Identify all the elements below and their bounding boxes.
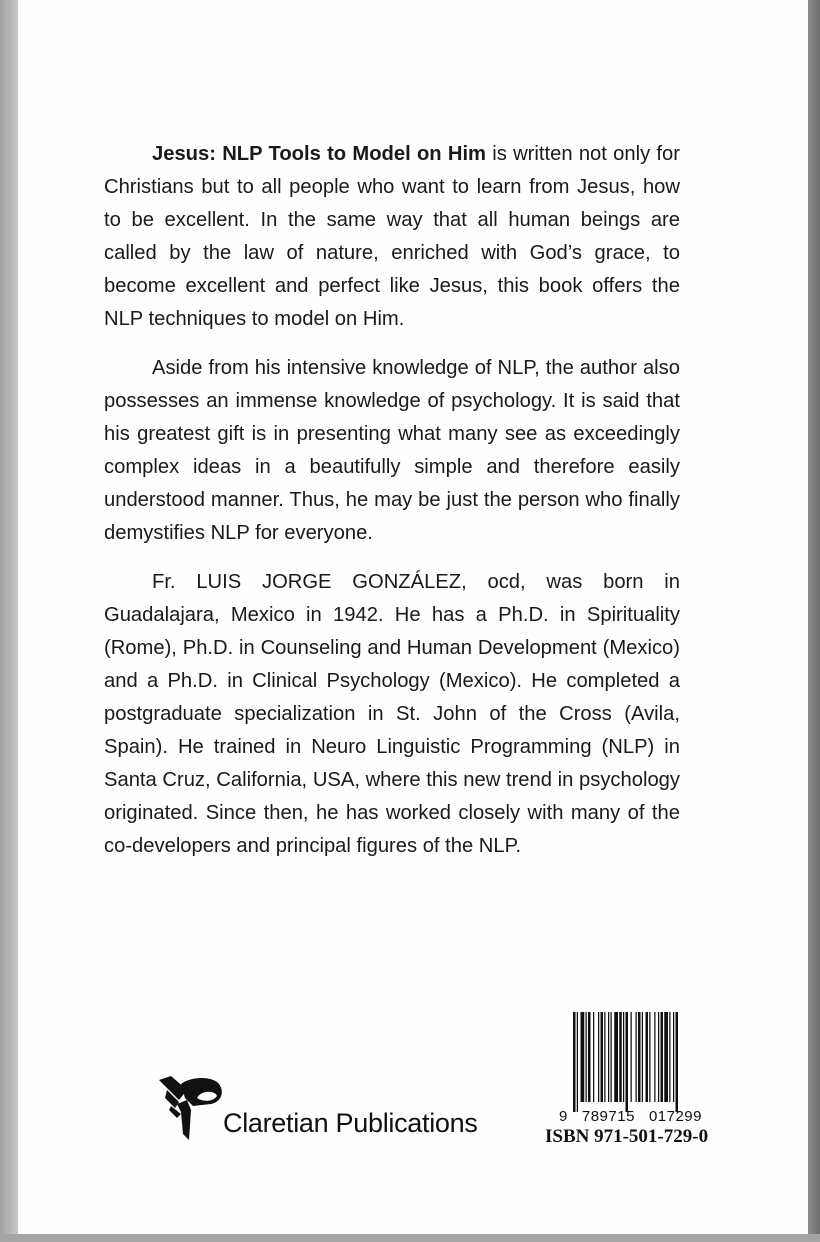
blurb-text xyxy=(104,138,680,879)
barcode-bar xyxy=(573,1012,576,1112)
barcode-bar xyxy=(593,1012,594,1102)
barcode-bar xyxy=(614,1012,618,1102)
blurb-paragraph-1-text: is written not only for Christians but to all people who want to learn from Jesus, how to be excellent. In the same way that all human beings are called by the law of nature, enriched with God’s grace, to become excellent and perfect like Jesus, this book offers the NLP techniques to model on Him. xyxy=(104,143,680,330)
barcode-bar xyxy=(611,1012,612,1102)
barcode-bar xyxy=(604,1012,605,1102)
barcode-bar xyxy=(601,1012,604,1102)
publisher-name: Claretian Publications xyxy=(223,1108,478,1138)
barcode-bar xyxy=(577,1012,578,1112)
publisher-block xyxy=(157,1076,527,1146)
barcode-bar xyxy=(649,1012,650,1102)
barcode-bar xyxy=(658,1012,659,1102)
barcode-bar xyxy=(586,1012,587,1102)
barcode-bar xyxy=(638,1012,641,1102)
barcode-bar xyxy=(619,1012,622,1102)
isbn-number: ISBN 971-501-729-0 xyxy=(545,1126,709,1147)
barcode-bar xyxy=(631,1012,632,1102)
barcode-bar xyxy=(608,1012,609,1102)
barcode xyxy=(571,1012,721,1112)
book-title-inline: Jesus: NLP Tools to Model on Him xyxy=(152,143,487,165)
barcode-digits-left: 789715 xyxy=(581,1108,635,1125)
cover-bottom-edge xyxy=(0,1234,820,1242)
barcode-digits xyxy=(559,1108,702,1125)
barcode-bar xyxy=(626,1012,629,1112)
barcode-bar xyxy=(636,1012,637,1102)
cover-left-edge xyxy=(0,0,18,1242)
barcode-bar xyxy=(676,1012,679,1112)
author-bio-paragraph: Fr. LUIS JORGE GONZÁLEZ, ocd, was born in Guadalajara, Mexico in 1942. He has a Ph.D. in Spirituality (Rome), Ph.D. in Counseling and Human Development (Mexico) and a Ph.D. in Clinical Psychology (Mexico). He completed a postgraduate specialization in St. John of the Cross (Avila, Spain). He trained in Neuro Linguistic Programming (NLP) in Santa Cruz, California, USA, where this new trend in psychology originated. Since then, he has worked closely with many of the co-developers and principal figures of the NLP. xyxy=(104,571,680,857)
barcode-bar xyxy=(646,1012,649,1102)
cover-spine-edge xyxy=(808,0,820,1242)
barcode-bar xyxy=(654,1012,655,1102)
barcode-bar xyxy=(664,1012,668,1102)
barcode-bar xyxy=(669,1012,670,1102)
barcode-bar xyxy=(588,1012,591,1102)
barcode-bar xyxy=(623,1012,624,1102)
barcode-bar xyxy=(581,1012,585,1102)
barcode-bar xyxy=(673,1012,674,1102)
barcode-digits-right: 017299 xyxy=(648,1108,702,1125)
blurb-paragraph-2: Aside from his intensive knowledge of NLP, the author also possesses an immense knowledge of psychology. It is said that his greatest gift is in presenting what many see as exceedingly complex ideas in a beautifully simple and therefore easily understood manner. Thus, he may be just the person who finally demystifies NLP for everyone. xyxy=(104,357,680,544)
barcode-bar xyxy=(661,1012,664,1102)
barcode-bar xyxy=(598,1012,599,1102)
barcode-digit-first: 9 xyxy=(559,1108,568,1125)
isbn-barcode-block xyxy=(541,1012,731,1152)
barcode-bar xyxy=(642,1012,643,1102)
claretian-logo-icon xyxy=(157,1076,229,1142)
blurb-paragraph-1 xyxy=(104,138,680,336)
